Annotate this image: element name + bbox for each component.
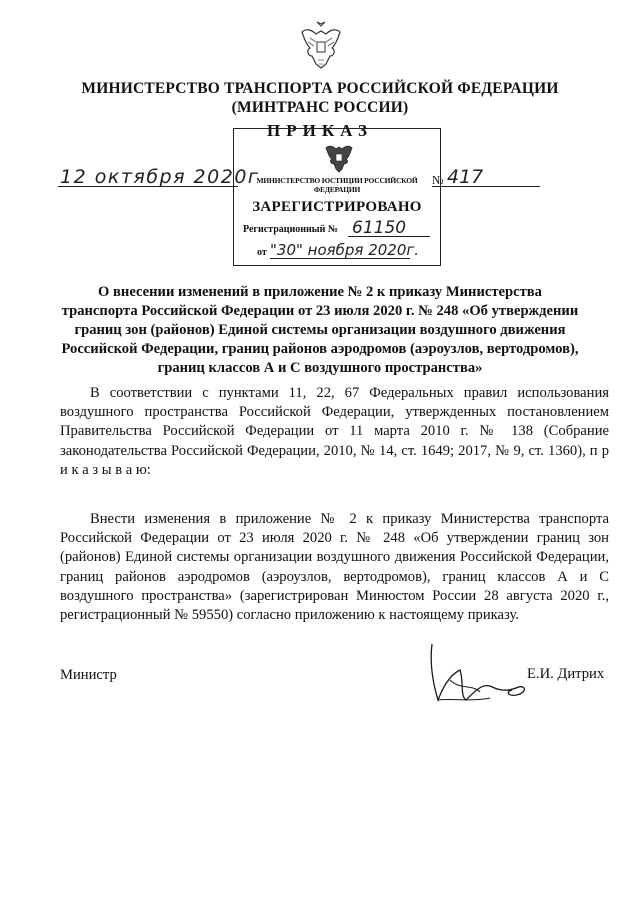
stamp-reg-number-label: Регистрационный № — [243, 224, 338, 235]
stamp-ministry-name: МИНИСТЕРСТВО ЮСТИЦИИ РОССИЙСКОЙ ФЕДЕРАЦИИ — [256, 176, 418, 194]
coat-of-arms-icon — [296, 20, 346, 72]
preamble-paragraph: В соответствии с пунктами 11, 22, 67 Федеральных правил использования воздушного пространства Российской Федерации, утвержденных постановлением Правительства Российской Федерации от 11 марта 2010 г. № 138 (Собрание законодательства Российской Федерации, 2010, № 14, ст. 1649; 2017, № 9, ст. 1360), п р и к а з ы в а ю: — [60, 385, 609, 478]
ministry-short-name: (МИНТРАНС РОССИИ) — [231, 99, 409, 116]
order-number-handwritten: 417 — [447, 166, 484, 188]
operative-paragraph: Внести изменения в приложение № 2 к приказу Министерства транспорта Российской Федерации от 23 июля 2020 г. № 248 «Об утверждении границ зон (районов) Единой системы организации воздушного движения Российской Федерации, границ районов аэродромов (аэроузлов, вертодромов), границ классов А и С воздушного пространства» (зарегистрирован Минюстом России 28 августа 2020 г., регистрационный № 59550) согласно приложению к настоящему приказу. — [60, 511, 609, 624]
order-date-handwritten: 12 октября 2020г — [60, 166, 260, 188]
stamp-reg-number-underline — [348, 236, 430, 237]
signatory-role: Министр — [60, 667, 117, 683]
stamp-registered-label: ЗАРЕГИСТРИРОВАНО — [252, 199, 422, 215]
number-underline — [432, 186, 540, 187]
stamp-date-label: от — [257, 247, 267, 258]
stamp-date-underline — [270, 258, 410, 259]
stamp-date-handwritten: "30" ноября 2020г. — [270, 241, 420, 259]
stamp-reg-number-handwritten: 61150 — [352, 218, 407, 238]
number-sign: № — [432, 173, 444, 187]
date-underline — [58, 186, 238, 187]
signature-icon — [420, 640, 535, 708]
stamp-emblem-icon — [322, 140, 356, 174]
ministry-name: МИНИСТЕРСТВО ТРАНСПОРТА РОССИЙСКОЙ ФЕДЕРАЦИИ — [81, 80, 559, 97]
document-type-title: ПРИКАЗ — [267, 121, 373, 140]
order-title: О внесении изменений в приложение № 2 к приказу Министерства транспорта Российской Федерации от 23 июля 2020 г. № 248 «Об утверждении границ зон (районов) Единой системы организации воздушного движения Российской Федерации, границ районов аэродромов (аэроузлов, вертодромов), границ классов А и С воздушного пространства» — [61, 284, 579, 376]
signatory-name: Е.И. Дитрих — [527, 666, 605, 682]
